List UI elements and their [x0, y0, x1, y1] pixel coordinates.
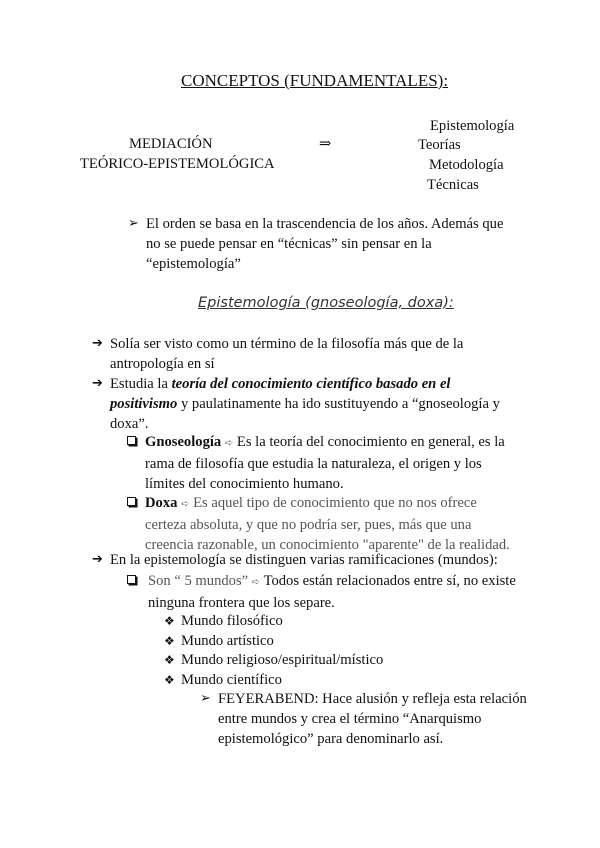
gnoseologia-term: Gnoseología [145, 434, 222, 450]
mundos-definition [148, 571, 516, 613]
diamond-bullet-icon: ❖ [164, 614, 175, 628]
pointer-arrow-icon: ➪ [181, 499, 190, 510]
mediation-item-tecnicas: Técnicas [427, 177, 479, 193]
gnoseologia-definition [145, 432, 505, 494]
checkbox-bullet-icon [127, 571, 136, 591]
checkbox-bullet-icon [127, 432, 136, 452]
gnoseologia-line1: Es la teoría del conocimiento en general, es la [233, 434, 505, 450]
list-item-mundo-artistico: Mundo artístico [181, 633, 274, 649]
bullet-teoria-line3: doxa”. [110, 416, 149, 432]
list-item-mundo-cientifico: Mundo científico [181, 672, 282, 688]
mediation-item-teorias: Teorías [418, 137, 461, 153]
feyerabend-note [218, 689, 527, 749]
feyerabend-line3: epistemológico” para denominarlo así. [218, 731, 444, 747]
doxa-line3: creencia razonable, un conocimiento "aparente" de la realidad. [145, 537, 510, 553]
doxa-term: Doxa [145, 495, 178, 511]
gnoseologia-line2: rama de filosofía que estudia la naturaleza, el origen y los [145, 456, 482, 472]
section-title: Epistemología (gnoseología, doxa): [198, 295, 454, 311]
implies-arrow: ⇒ [319, 136, 332, 152]
pointer-arrow-icon: ➪ [251, 577, 261, 588]
doxa-line1: Es aquel tipo de conocimiento que no nos ofrece [189, 495, 477, 511]
bullet-ramificaciones: En la epistemología se distinguen varias ramificaciones (mundos): [110, 552, 498, 568]
feyerabend-line1: FEYERABEND: Hace alusión y refleja esta relación [218, 691, 527, 707]
feyerabend-line2: entre mundos y crea el término “Anarquismo [218, 711, 482, 727]
mediation-label-line2: TEÓRICO-EPISTEMOLÓGICA [80, 156, 275, 172]
bullet-teoria-conocimiento [110, 374, 500, 434]
page-title: CONCEPTOS (FUNDAMENTALES): [181, 71, 449, 90]
diamond-bullet-icon: ❖ [164, 634, 175, 648]
bullet-teoria-post: y paulatinamente ha ido sustituyendo a “gnoseología y [177, 396, 500, 412]
arrowhead-bullet-icon: ➢ [200, 691, 211, 706]
mundos-line1: Todos están relacionados entre sí, no existe [260, 573, 516, 589]
mundos-term: Son “ 5 mundos” [148, 573, 249, 589]
arrow-bullet-icon: ➔ [92, 552, 103, 567]
order-note [146, 214, 503, 274]
arrow-bullet-icon: ➔ [92, 376, 103, 391]
mundos-line2: ninguna frontera que los separe. [148, 595, 335, 611]
list-item-mundo-religioso: Mundo religioso/espiritual/místico [181, 652, 384, 668]
bullet-filosofia-line1: Solía ser visto como un término de la filosofía más que de la [110, 336, 464, 352]
checkbox-bullet-icon [127, 493, 136, 513]
order-note-line1: El orden se basa en la trascendencia de los años. Además que [146, 216, 504, 232]
diamond-bullet-icon: ❖ [164, 673, 175, 687]
mediation-label-line1: MEDIACIÓN [129, 136, 213, 152]
doxa-line2: certeza absoluta, y que no podría ser, pues, más que una [145, 517, 472, 533]
bullet-teoria-positivismo: positivismo [110, 396, 178, 412]
arrow-bullet-icon: ➔ [92, 336, 103, 351]
bullet-teoria-emphasis: teoría del conocimiento científico basado en el [171, 376, 451, 392]
order-note-line3: “epistemología” [146, 256, 241, 272]
mediation-item-epistemologia: Epistemología [430, 118, 515, 134]
order-note-line2: no se puede pensar en “técnicas” sin pensar en la [146, 236, 432, 252]
bullet-teoria-pre: Estudia la [110, 376, 172, 392]
pointer-arrow-icon: ➪ [224, 438, 234, 449]
bullet-filosofia [110, 334, 463, 374]
diamond-bullet-icon: ❖ [164, 653, 175, 667]
list-item-mundo-filosofico: Mundo filosófico [181, 613, 283, 629]
arrowhead-bullet-icon: ➢ [128, 216, 139, 231]
gnoseologia-line3: límites del conocimiento humano. [145, 476, 344, 492]
mediation-item-metodologia: Metodología [429, 157, 504, 173]
bullet-filosofia-line2: antropología en sí [110, 356, 215, 372]
doxa-definition [145, 493, 510, 555]
